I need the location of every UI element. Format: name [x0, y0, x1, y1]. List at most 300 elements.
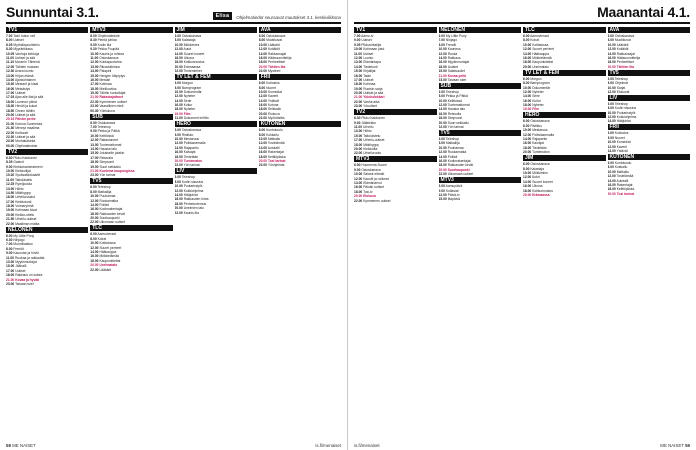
program-title: Film — [532, 107, 539, 112]
program-title: Kotikunnostus — [183, 60, 205, 65]
program-title: Taivaan tulet — [447, 77, 467, 82]
program-entry — [608, 179, 691, 183]
program-time: 14.00 — [607, 149, 616, 154]
program-time: 9.00 — [6, 164, 13, 169]
program-entry — [439, 125, 522, 129]
program-title: Kultur — [532, 98, 541, 103]
program-title: Urheilu — [363, 125, 374, 130]
program-time: 18.00 — [258, 154, 268, 159]
program-time: 20.00 — [354, 91, 363, 96]
program-time: 12.00 — [607, 47, 616, 52]
program-title: Elämänarvot — [363, 180, 382, 185]
program-time: 17.00 — [354, 138, 363, 143]
program-entry — [259, 65, 341, 69]
program-title: Matkailija — [445, 141, 460, 146]
program-entry — [6, 139, 88, 143]
program-title: Suuret koneet — [532, 179, 553, 184]
program-time: 20.00 — [523, 150, 532, 155]
program-title: Mestarit ja kisat — [15, 82, 39, 87]
program-time: 15.00 — [6, 264, 15, 269]
program-entry — [608, 52, 691, 56]
program-time: 10.00 — [523, 85, 532, 90]
program-entry — [175, 116, 257, 120]
program-time: 14.00 — [607, 51, 616, 56]
program-title: Onnen tähtiin — [15, 108, 35, 113]
program-title: Hiihto — [15, 186, 24, 191]
program-title: Hiihto — [363, 129, 372, 134]
program-time: 6.00 — [438, 137, 445, 142]
program-entry — [6, 217, 88, 221]
program-entry — [6, 126, 88, 130]
program-time: 22.00 — [258, 69, 268, 74]
program-entry — [90, 60, 172, 64]
program-entry — [259, 103, 341, 107]
program-time: 20.00 — [6, 212, 15, 217]
program-entry — [6, 144, 88, 148]
program-title: Perheelliset — [267, 60, 286, 65]
program-title: Nuoret — [266, 85, 276, 90]
program-time: 18.00 — [438, 116, 447, 121]
program-time: 18.00 — [607, 60, 616, 65]
program-title: Mielikuvitus — [99, 86, 117, 91]
channel-heading: TV5 — [90, 178, 172, 184]
program-time: 12.00 — [438, 150, 447, 155]
program-time: 17.00 — [354, 77, 363, 82]
program-entry — [90, 241, 172, 245]
program-time: 15.00 — [354, 133, 363, 138]
program-time: 18.00 — [523, 188, 532, 193]
program-title: Kymmenen uutiset — [99, 99, 127, 104]
program-time: 18.00 — [90, 258, 99, 263]
program-entry — [90, 259, 172, 263]
program-entry — [90, 121, 172, 125]
program-title: Hääjuhlat — [183, 192, 198, 197]
program-entry — [6, 74, 88, 78]
program-entry — [608, 56, 691, 60]
program-time: 18.00 — [523, 103, 532, 108]
program-entry — [259, 155, 341, 159]
program-title: Kiekkoilijat — [15, 168, 31, 173]
program-entry — [608, 119, 691, 123]
channel-heading: JIM — [175, 27, 257, 33]
program-entry — [523, 94, 606, 98]
program-title: Urheiluruudut — [15, 195, 35, 200]
program-time: 19.00 — [438, 69, 447, 74]
program-entry — [608, 60, 691, 64]
program-entry — [6, 282, 88, 286]
program-entry — [354, 147, 437, 151]
program-title: Matkailu — [267, 137, 281, 142]
program-title: Morgon — [181, 81, 194, 86]
program-title: Urheilu-uutiset — [15, 217, 37, 222]
program-time: 14.00 — [258, 145, 268, 150]
program-time: 6.30 — [354, 116, 361, 121]
program-entry — [6, 34, 88, 38]
program-entry — [6, 43, 88, 47]
program-entry — [354, 190, 437, 194]
program-time: 10.00 — [258, 42, 268, 47]
program-time: 8.00 — [258, 132, 266, 137]
program-time: 21.00 — [438, 73, 447, 78]
program-title: Dokumentär — [183, 89, 202, 94]
program-time: 20.00 — [438, 167, 447, 172]
program-title: Rakastuneet — [99, 138, 118, 143]
program-title: Teleshop — [445, 89, 459, 94]
program-entry — [90, 246, 172, 250]
program-entry — [175, 107, 257, 111]
program-entry — [608, 86, 691, 90]
program-entry — [90, 38, 172, 42]
program-entry — [354, 52, 437, 56]
program-time: 12.00 — [523, 89, 532, 94]
program-time: 10.00 — [354, 172, 363, 177]
channel-heading: LIV — [608, 95, 691, 101]
program-title: Keittiöpiiska — [616, 187, 635, 192]
program-entry — [6, 178, 88, 182]
right-footer-url[interactable]: is.fi/menaiset — [354, 443, 380, 448]
program-time: 22.00 — [258, 116, 268, 121]
program-time: 21.00 — [90, 95, 99, 100]
program-title: Ruotsin sarja — [363, 86, 383, 91]
program-title: Tiedetään — [532, 145, 547, 150]
program-entry — [523, 86, 606, 90]
program-title: Ystävät — [267, 98, 279, 103]
channel-heading: MTV3 — [354, 156, 437, 162]
program-time: 16.00 — [438, 60, 447, 65]
program-title: Urheilu-uutiset — [363, 138, 385, 143]
program-title: Kotiäidit — [267, 47, 280, 52]
program-title: Pikkuvirkailija — [361, 42, 382, 47]
program-time: 10.00 — [174, 184, 183, 189]
program-time: 8.30 — [6, 47, 13, 52]
program-title: Ostoskanava — [530, 162, 550, 167]
program-entry — [608, 38, 691, 42]
channel-heading: TV2 — [354, 109, 437, 115]
program-title: Myytinmurtajat — [15, 259, 37, 264]
program-time: 6.00 — [174, 175, 181, 180]
program-time: 12.00 — [90, 245, 99, 250]
program-time: 6.00 — [607, 161, 614, 166]
program-time: 14.00 — [607, 119, 616, 124]
program-entry — [354, 100, 437, 104]
program-time: 18.50 — [6, 108, 15, 113]
program-entry — [6, 222, 88, 226]
program-time: 18.00 — [438, 64, 447, 69]
program-entry — [6, 242, 88, 246]
program-time: 11.00 — [354, 51, 363, 56]
program-title: Myöhäisilta — [267, 116, 285, 121]
program-time: 16.00 — [607, 55, 616, 60]
program-title: Matkailija — [97, 189, 112, 194]
program-time: 22.00 — [258, 163, 268, 168]
program-time: 10.20 — [6, 173, 15, 178]
program-title: Rakkausajat — [616, 51, 635, 56]
program-time: 21.50 — [6, 217, 15, 222]
program-time: 12.00 — [438, 192, 447, 197]
program-time: 16.00 — [174, 197, 183, 202]
program-entry — [90, 56, 172, 60]
program-entry — [354, 125, 437, 129]
program-title: Hääjuhlat — [616, 119, 631, 124]
program-time: 12.00 — [523, 132, 532, 137]
program-title: Pikku Kakkonen — [13, 155, 37, 160]
program-time: 8.00 — [607, 81, 614, 86]
program-title: Galaxit — [13, 160, 24, 165]
program-title: Hääsuunnittelija — [616, 55, 641, 60]
program-title: Kultur — [183, 103, 193, 108]
program-time: 16.00 — [90, 207, 99, 212]
program-title: Teleshop — [181, 175, 195, 180]
program-title: Tähtiin kurkottajat — [99, 91, 126, 96]
program-time: 14.00 — [523, 137, 532, 142]
program-time: 8.30 — [90, 38, 97, 43]
program-entry — [90, 237, 172, 241]
program-title: Taitoluistelu — [363, 133, 381, 138]
program-entry — [608, 187, 691, 191]
program-title: Poliisit — [447, 154, 458, 159]
program-entry — [439, 52, 522, 56]
program-entry — [6, 156, 88, 160]
program-time: 17.00 — [6, 268, 15, 273]
program-entry — [523, 43, 606, 47]
program-title: Tosielämää — [267, 141, 285, 146]
program-time: 12.00 — [258, 47, 268, 52]
program-title: Barnprogram — [530, 81, 550, 86]
program-entry — [90, 268, 172, 272]
program-time: 14.00 — [607, 178, 616, 183]
program-title: Kotimaan jutut — [363, 47, 385, 52]
program-time: 16.00 — [174, 103, 183, 108]
program-time: 18.00 — [174, 201, 183, 206]
program-time: 10.00 — [6, 168, 15, 173]
program-title: Kiekkokameratreeni — [13, 164, 43, 169]
program-title: Koirat — [530, 38, 539, 43]
channel-heading: KUTONEN — [259, 121, 341, 127]
program-title: Palapeli — [99, 69, 112, 74]
program-entry — [523, 133, 606, 137]
program-title: Kotiostos — [266, 81, 280, 86]
program-entry — [90, 87, 172, 91]
program-entry — [90, 109, 172, 113]
program-title: Uutiset ja sää — [363, 91, 384, 96]
program-title: Yön tarinat — [99, 173, 116, 178]
program-time: 9.00 — [438, 188, 445, 193]
program-time: 18.00 — [6, 99, 15, 104]
program-time: 16.00 — [174, 150, 183, 155]
program-title: Yöelokuva — [99, 108, 115, 113]
program-entry — [523, 34, 606, 38]
program-time: 6.00 — [607, 34, 614, 38]
program-title: Hääkauppa — [99, 250, 117, 255]
program-time: 12.00 — [90, 60, 99, 65]
program-time: 8.00 — [90, 236, 97, 241]
program-entry — [439, 103, 522, 107]
program-time: 8.00 — [523, 166, 530, 171]
program-time: 00.00 — [6, 143, 15, 148]
program-time: 18.00 — [258, 107, 268, 112]
program-title: Uutiset — [13, 38, 24, 43]
program-entry — [259, 107, 341, 111]
program-time: 16.00 — [438, 111, 447, 116]
program-title: Unelmatalo — [532, 64, 549, 69]
program-title: Jokaiselle jotakin — [99, 151, 125, 156]
right-page-header — [354, 0, 690, 22]
program-title: Lääkärit — [99, 267, 112, 272]
program-entry — [608, 170, 691, 174]
program-time: 22.30 — [90, 99, 99, 104]
program-time: 23.00 — [90, 173, 99, 178]
program-time: 6.00 — [523, 162, 530, 167]
program-entry — [175, 112, 257, 116]
program-title: Ruoka — [447, 51, 458, 56]
program-title: Erämaassa — [183, 64, 201, 69]
channel-heading: HERO — [523, 112, 606, 118]
program-entry — [90, 185, 172, 189]
program-title: Ohjelmat — [614, 81, 629, 86]
program-title: Kotimaa — [99, 82, 112, 87]
program-title: Kirjan elämä — [15, 73, 34, 78]
program-entry — [6, 208, 88, 212]
program-entry — [608, 34, 691, 38]
program-title: Uutiset — [363, 77, 374, 82]
program-title: Kodin sisustus — [614, 106, 637, 111]
program-time: 16.00 — [523, 184, 532, 189]
program-entry — [175, 43, 257, 47]
program-title: Tiedemiehet — [183, 69, 202, 74]
program-time: 8.39 — [6, 160, 13, 165]
program-time: 9.30 — [90, 47, 97, 52]
program-entry — [6, 160, 88, 164]
program-time: 13.00 — [90, 64, 99, 69]
channel-heading: NELONEN — [6, 227, 88, 233]
program-time: 18.00 — [354, 189, 363, 194]
program-time: 9.00 — [90, 129, 97, 134]
program-title: Puuhamaa — [447, 145, 464, 150]
program-title: Mökkielämää — [532, 55, 552, 60]
program-entry — [175, 94, 257, 98]
program-time: 7.00 — [6, 34, 13, 38]
program-time: 16.00 — [523, 141, 532, 146]
program-title: Poliisiasemalla — [532, 132, 554, 137]
program-title: Kauniit ja rohkeat — [363, 176, 389, 181]
program-title: Autotalli — [616, 178, 629, 183]
program-time: 8.00 — [607, 106, 614, 111]
program-entry — [175, 52, 257, 56]
left-page-header — [6, 0, 341, 22]
program-entry — [608, 65, 691, 69]
left-columns — [6, 26, 341, 438]
program-title: Mestaruus — [532, 128, 548, 133]
program-title: Hauska talo — [447, 107, 466, 112]
program-entry — [259, 38, 341, 42]
program-title: Reissulla — [447, 111, 462, 116]
program-entry — [523, 81, 606, 85]
program-entry — [259, 81, 341, 85]
program-title: Hääkauppa — [532, 51, 550, 56]
program-entry — [354, 104, 437, 108]
program-entry — [6, 204, 88, 208]
program-time: 6.00 — [90, 120, 97, 125]
program-time: 9.00 — [354, 167, 361, 172]
left-footer-url[interactable]: is.fi/menaiset — [315, 443, 341, 448]
program-entry — [90, 151, 172, 155]
program-entry — [6, 264, 88, 268]
program-time: 12.00 — [354, 176, 363, 181]
program-title: Mäkihyppy — [363, 142, 379, 147]
program-title: Keittiössä — [447, 98, 462, 103]
program-entry — [175, 86, 257, 90]
program-title: Rakkauden kevät — [99, 211, 125, 216]
program-time: 18.00 — [523, 145, 532, 150]
program-entry — [608, 131, 691, 135]
program-title: Komediat — [616, 140, 631, 145]
program-title: Rakkaus on sokea — [15, 273, 43, 278]
program-time: 12.00 — [90, 138, 99, 143]
program-entry — [6, 234, 88, 238]
program-title: Film — [183, 111, 191, 116]
program-time: 6.00 — [174, 81, 181, 86]
program-title: Voimaryhmä — [15, 204, 34, 209]
program-time: 6.00 — [607, 76, 614, 81]
program-title: Tiedetään — [183, 154, 199, 159]
program-title: Ostoskanava — [181, 34, 202, 38]
right-footer-mag: ME NAISET — [660, 443, 684, 448]
program-title: Ostoskanava — [266, 34, 286, 38]
program-entry — [523, 52, 606, 56]
program-title: Unelmien talo — [183, 206, 204, 211]
program-time: 10.00 — [90, 194, 99, 199]
channel-heading: SUB — [439, 83, 522, 89]
program-title: Elokuva — [267, 111, 280, 116]
program-entry — [90, 250, 172, 254]
program-time: 6.00 — [438, 34, 445, 38]
program-entry — [439, 121, 522, 125]
program-entry — [523, 180, 606, 184]
program-entry — [175, 69, 257, 73]
right-header-rule — [354, 22, 690, 24]
program-title: Ulkomaan uutiset — [99, 220, 125, 225]
channel-heading: TV5 — [608, 70, 691, 76]
program-entry — [175, 90, 257, 94]
program-title: Nuoret — [614, 135, 625, 140]
program-title: Mäkihyppy — [15, 190, 31, 195]
program-title: Nyheter — [183, 94, 196, 99]
program-title: Rajapartio — [183, 145, 199, 150]
program-time: 10.05 — [6, 51, 15, 56]
program-time: 20.00 — [174, 158, 183, 163]
program-entry — [608, 165, 691, 169]
program-entry — [354, 129, 437, 133]
program-title: Rakkausajat — [267, 51, 287, 56]
program-time: 19.00 — [523, 107, 532, 112]
program-time: 8.00 — [258, 38, 266, 43]
program-entry — [523, 47, 606, 51]
program-time: 7.00 — [354, 34, 361, 38]
channel-heading: NELONEN — [439, 27, 522, 33]
program-title: Kokkiohjelma — [616, 115, 637, 120]
program-entry — [175, 206, 257, 210]
program-title: Uutiset — [15, 91, 26, 96]
program-entry — [90, 43, 172, 47]
program-time: 7.00 — [90, 125, 97, 130]
program-title: Taide — [363, 73, 372, 78]
program-time: 8.00 — [174, 85, 181, 90]
program-title: My Little Pony — [13, 233, 35, 238]
program-time: 22.00 — [6, 221, 15, 226]
program-title: Puutarhatyöt — [616, 110, 636, 115]
program-time: 18.00 — [6, 204, 15, 209]
program-title: Uutiset ja sää — [15, 134, 36, 139]
